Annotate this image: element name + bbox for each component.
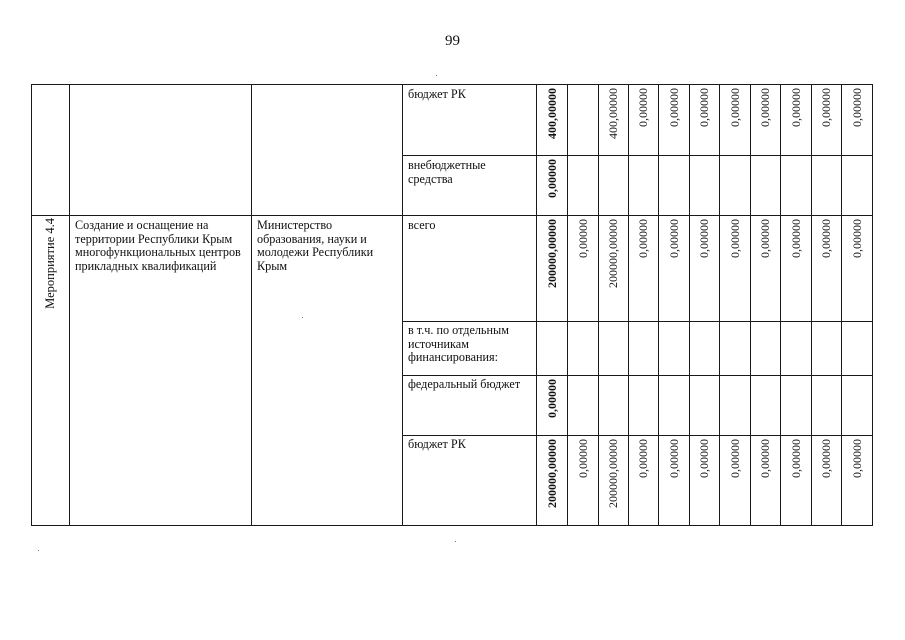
value-text: 0,00000 [849, 88, 864, 127]
value-text: 0,00000 [636, 219, 650, 258]
value-cell-row6-5 [659, 439, 689, 523]
value-cell-row5-3 [599, 379, 628, 433]
value-cell-row3-2 [568, 219, 598, 319]
row-divider-2 [31, 215, 873, 216]
value-cell-row5-11 [842, 379, 872, 433]
value-text: 0,00000 [819, 439, 833, 478]
value-cell-row2-6 [690, 159, 719, 213]
source-label-budget-rk-1: бюджет РК [408, 87, 466, 101]
value-cell-row3-10 [812, 219, 841, 319]
value-cell-row2-8 [751, 159, 780, 213]
value-text: 0,00000 [727, 88, 742, 127]
col-divider-label [69, 84, 70, 526]
value-cell-row2-1 [537, 159, 567, 213]
value-cell-row6-11 [842, 439, 872, 523]
value-text: 0,00000 [636, 88, 650, 127]
value-text: 200000,00000 [606, 439, 620, 508]
value-cell-row2-11 [842, 159, 872, 213]
value-cell-row6-4 [629, 439, 658, 523]
value-cell-row3-3 [599, 219, 628, 319]
value-cell-row3-7 [720, 219, 750, 319]
value-text: 0,00000 [697, 439, 711, 478]
value-cell-row2-5 [659, 159, 689, 213]
value-cell-row4-2 [568, 325, 598, 373]
source-label-extrabudget: внебюджетные средства [408, 158, 486, 186]
value-cell-row6-2 [568, 439, 598, 523]
value-cell-row1-3 [599, 88, 628, 153]
col-divider-executor [402, 84, 403, 526]
value-cell-row6-9 [781, 439, 811, 523]
value-cell-row4-8 [751, 325, 780, 373]
value-cell-row5-1 [537, 379, 567, 433]
value-cell-row2-4 [629, 159, 658, 213]
measure-executor: Министерство образования, науки и молодежи Республики Крым [257, 218, 374, 273]
row-divider-1 [402, 155, 873, 156]
scan-speck [38, 550, 39, 551]
value-cell-row4-9 [781, 325, 811, 373]
source-label-federal: федеральный бюджет [408, 377, 521, 391]
value-cell-row6-7 [720, 439, 750, 523]
value-cell-row2-9 [781, 159, 811, 213]
measure-name: Создание и оснащение на территории Республики Крым многофункциональных центров прикладных квалификаций [75, 218, 241, 273]
value-cell-row6-10 [812, 439, 841, 523]
scan-speck [302, 317, 303, 318]
value-text: 0,00000 [575, 439, 590, 478]
value-cell-row4-10 [812, 325, 841, 373]
value-cell-row1-10 [812, 88, 841, 153]
value-cell-row1-9 [781, 88, 811, 153]
value-cell-row1-1 [537, 88, 567, 153]
value-text: 0,00000 [544, 159, 559, 198]
value-cell-row5-5 [659, 379, 689, 433]
value-text: 0,00000 [666, 88, 681, 127]
value-cell-row4-4 [629, 325, 658, 373]
value-cell-row3-4 [629, 219, 658, 319]
value-text: 0,00000 [819, 219, 833, 258]
source-label-total: всего [408, 218, 436, 232]
value-cell-row1-4 [629, 88, 658, 153]
value-cell-row4-6 [690, 325, 719, 373]
row-divider-4 [402, 375, 873, 376]
value-cell-row5-2 [568, 379, 598, 433]
value-cell-row3-11 [842, 219, 872, 319]
value-text: 0,00000 [758, 439, 772, 478]
value-text: 0,00000 [666, 439, 681, 478]
source-label-by-source: в т.ч. по отдельным источникам финансирования: [408, 323, 509, 364]
measure-label-cell [32, 216, 69, 525]
value-cell-row2-10 [812, 159, 841, 213]
page-number: 99 [445, 33, 460, 49]
scan-speck [436, 75, 437, 76]
value-cell-row5-8 [751, 379, 780, 433]
value-cell-row6-6 [690, 439, 719, 523]
value-cell-row6-1 [537, 439, 567, 523]
value-text: 200000,00000 [606, 219, 620, 288]
value-text: 0,00000 [788, 439, 803, 478]
value-cell-row1-5 [659, 88, 689, 153]
value-cell-row5-4 [629, 379, 658, 433]
value-cell-row1-6 [690, 88, 719, 153]
value-text: 400,00000 [544, 88, 559, 139]
value-text: 0,00000 [697, 88, 711, 127]
value-cell-row4-11 [842, 325, 872, 373]
value-cell-row5-9 [781, 379, 811, 433]
value-cell-row1-11 [842, 88, 872, 153]
value-cell-row1-2 [568, 88, 598, 153]
value-cell-row1-8 [751, 88, 780, 153]
value-text: 0,00000 [788, 88, 803, 127]
value-cell-row3-6 [690, 219, 719, 319]
value-text: 0,00000 [758, 88, 772, 127]
value-text: 200000,00000 [544, 219, 559, 288]
value-text: 0,00000 [666, 219, 681, 258]
value-cell-row3-5 [659, 219, 689, 319]
value-cell-row2-7 [720, 159, 750, 213]
row-divider-3 [402, 321, 873, 322]
value-cell-row6-3 [599, 439, 628, 523]
table-border-bottom [31, 525, 873, 526]
value-cell-row5-7 [720, 379, 750, 433]
value-text: 0,00000 [727, 439, 742, 478]
value-cell-row5-6 [690, 379, 719, 433]
value-text: 200000,00000 [544, 439, 559, 508]
value-cell-row2-3 [599, 159, 628, 213]
value-text: 0,00000 [758, 219, 772, 258]
source-label-budget-rk-2: бюджет РК [408, 437, 466, 451]
value-text: 0,00000 [819, 88, 833, 127]
value-text: 0,00000 [575, 219, 590, 258]
value-text: 400,00000 [606, 88, 620, 139]
value-text: 0,00000 [849, 439, 864, 478]
value-cell-row4-7 [720, 325, 750, 373]
scan-speck [455, 541, 456, 542]
value-cell-row4-5 [659, 325, 689, 373]
value-cell-row4-3 [599, 325, 628, 373]
value-text: 0,00000 [544, 379, 559, 418]
value-cell-row2-2 [568, 159, 598, 213]
value-text: 0,00000 [849, 219, 864, 258]
value-text: 0,00000 [636, 439, 650, 478]
table-border-top [31, 84, 873, 85]
row-divider-5 [402, 435, 873, 436]
value-text: 0,00000 [788, 219, 803, 258]
value-text: 0,00000 [697, 219, 711, 258]
value-cell-row5-10 [812, 379, 841, 433]
measure-label: Мероприятие 4.4 [43, 218, 57, 309]
value-cell-row4-1 [537, 325, 567, 373]
value-cell-row3-8 [751, 219, 780, 319]
value-cell-row6-8 [751, 439, 780, 523]
value-cell-row3-1 [537, 219, 567, 319]
col-divider-name [251, 84, 252, 526]
value-cell-row3-9 [781, 219, 811, 319]
table-border-right [872, 84, 873, 526]
value-text: 0,00000 [727, 219, 742, 258]
value-cell-row1-7 [720, 88, 750, 153]
